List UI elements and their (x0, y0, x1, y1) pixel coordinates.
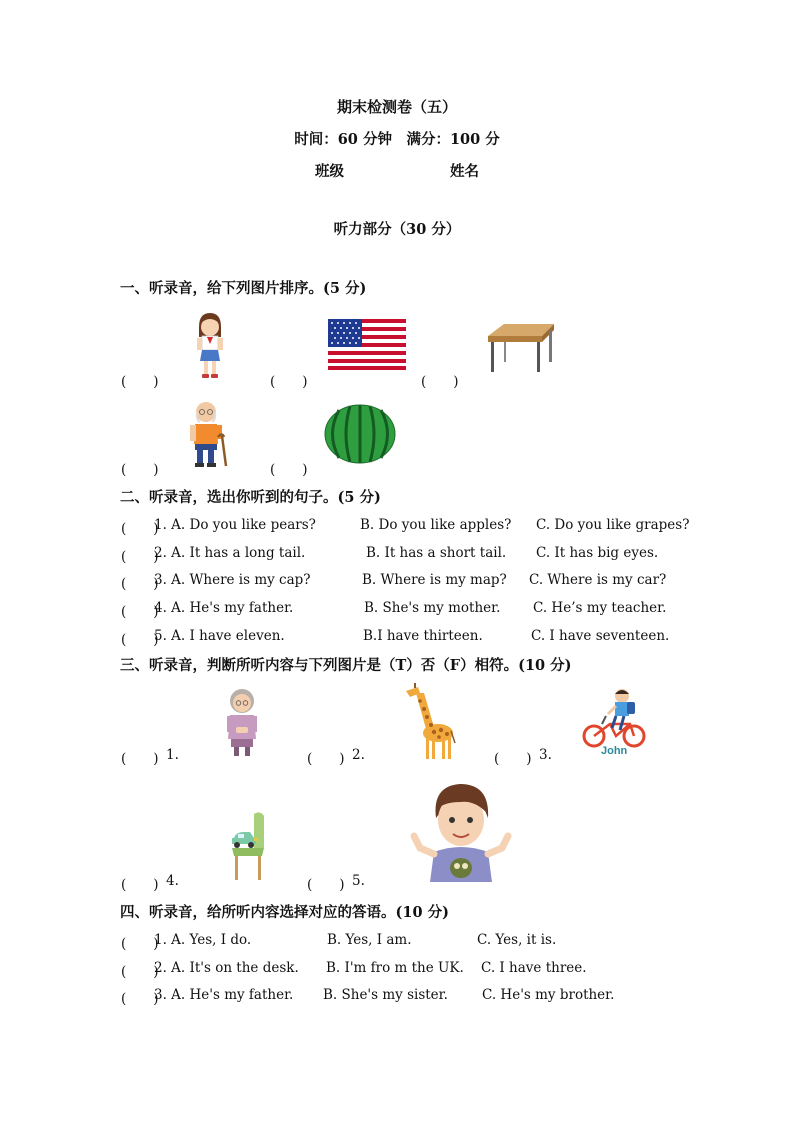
class-label: 班级 (315, 163, 344, 180)
s4-q3-c: C. He's my brother. (482, 987, 615, 1003)
s1-blank-2[interactable]: ( ) (270, 374, 308, 390)
s3-blank-1[interactable]: ( ) (121, 751, 159, 767)
s1-blank-1[interactable]: ( ) (121, 374, 159, 390)
s1-blank-5[interactable]: ( ) (270, 462, 308, 478)
s4-q2-c: C. I have three. (481, 960, 587, 976)
s2-q1-c: C. Do you like grapes? (536, 517, 690, 533)
s2-blank-4[interactable]: ( ) (121, 604, 159, 620)
giraffe-icon (404, 683, 456, 761)
grandpa-icon (190, 400, 230, 468)
chair-icon (226, 808, 268, 882)
s3-blank-2[interactable]: ( ) (307, 751, 345, 767)
s2-q2-c: C. It has big eyes. (536, 545, 659, 561)
name-label: 姓名 (450, 163, 479, 180)
s2-q4-c: C. He’s my teacher. (533, 600, 667, 616)
s3-item-4: 4. (166, 873, 179, 889)
s2-q1-b: B. Do you like apples? (360, 517, 512, 533)
s3-item-2: 2. (352, 747, 365, 763)
s3-item-1: 1. (166, 747, 179, 763)
s2-q3-b: B. Where is my map? (362, 572, 507, 588)
section4-title: 四、听录音，给所听内容选择对应的答语。(10 分) (120, 904, 449, 921)
s4-q3-b: B. She's my sister. (323, 987, 448, 1003)
s4-blank-2[interactable]: ( ) (121, 964, 159, 980)
s2-q4-a: 4. A. He's my father. (154, 600, 294, 616)
s2-q3-c: C. Where is my car? (529, 572, 667, 588)
s2-q2-a: 2. A. It has a long tail. (154, 545, 306, 561)
section4-questions (0, 932, 794, 1012)
page-title: 期末检测卷（五） (336, 98, 457, 116)
s3-item-5: 5. (352, 873, 365, 889)
us-flag-icon (328, 319, 406, 370)
s4-q1-a: 1. A. Yes, I do. (154, 932, 252, 948)
desk-icon (486, 322, 556, 374)
watermelon-icon (324, 404, 396, 464)
section1-title: 一、听录音，给下列图片排序。(5 分) (120, 280, 367, 297)
s4-q2-a: 2. A. It's on the desk. (154, 960, 299, 976)
s4-q1-c: C. Yes, it is. (477, 932, 557, 948)
time-score: 时间：60 分钟 满分：100 分 (294, 131, 500, 148)
s2-q2-b: B. It has a short tail. (366, 545, 507, 561)
s2-q5-c: C. I have seventeen. (531, 628, 670, 644)
boy-shrug-icon (410, 778, 512, 882)
s2-q3-a: 3. A. Where is my cap? (154, 572, 311, 588)
section3-title: 三、听录音，判断所听内容与下列图片是（T）否（F）相符。(10 分) (120, 657, 572, 674)
bike-name-label: John (601, 745, 628, 757)
s2-blank-3[interactable]: ( ) (121, 576, 159, 592)
s2-blank-5[interactable]: ( ) (121, 632, 159, 648)
s2-q1-a: 1. A. Do you like pears? (154, 517, 316, 533)
s3-blank-4[interactable]: ( ) (121, 877, 159, 893)
s4-q1-b: B. Yes, I am. (327, 932, 412, 948)
section2-questions (0, 517, 794, 647)
part-title: 听力部分（30 分） (333, 221, 461, 238)
s4-q3-a: 3. A. He's my father. (154, 987, 294, 1003)
s2-q5-a: 5. A. I have eleven. (154, 628, 285, 644)
s2-q4-b: B. She's my mother. (364, 600, 501, 616)
s2-q5-b: B.I have thirteen. (363, 628, 483, 644)
bike-boy-icon (580, 686, 650, 752)
s4-q2-b: B. I'm fro m the UK. (326, 960, 464, 976)
s3-item-3: 3. (539, 747, 552, 763)
s2-blank-2[interactable]: ( ) (121, 549, 159, 565)
girl-icon (193, 311, 227, 381)
s3-blank-5[interactable]: ( ) (307, 877, 345, 893)
s1-blank-4[interactable]: ( ) (121, 462, 159, 478)
grandma-icon (224, 687, 260, 759)
s3-blank-3[interactable]: ( ) (494, 751, 532, 767)
s4-blank-3[interactable]: ( ) (121, 991, 159, 1007)
section2-title: 二、听录音，选出你听到的句子。(5 分) (120, 489, 381, 506)
s4-blank-1[interactable]: ( ) (121, 936, 159, 952)
s2-blank-1[interactable]: ( ) (121, 521, 159, 537)
s1-blank-3[interactable]: ( ) (421, 374, 459, 390)
